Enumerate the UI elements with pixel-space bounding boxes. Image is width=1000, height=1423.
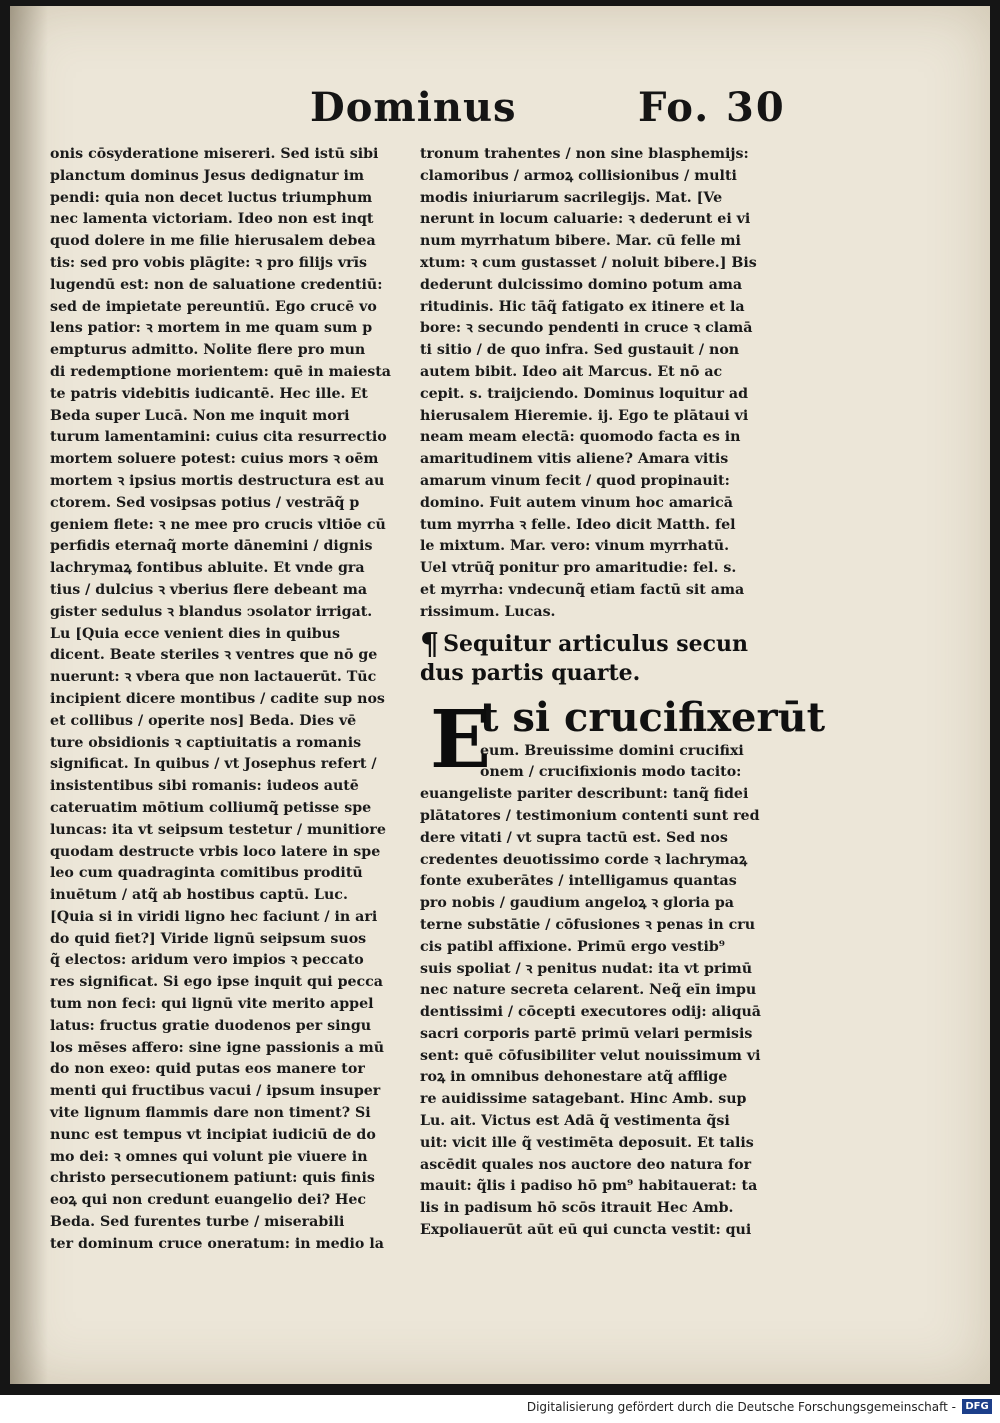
text-line: fonte exuberātes / intelligamus quantas <box>420 873 737 890</box>
text-line: lachrymaꝝ fontibus abluite. Et vnde gra <box>50 560 365 577</box>
page-header <box>10 84 990 144</box>
text-line: incipient dicere montibus / cadite sup nos <box>50 690 385 707</box>
opening-large-line: t si crucifixerūt <box>480 693 826 741</box>
text-line: tum myrrha ꝛ felle. Ideo dicit Matth. fel <box>420 516 736 533</box>
text-line: lugendū est: non de saluatione credentiū: <box>50 276 383 293</box>
text-line: menti qui fructibus vacui / ipsum insuper <box>50 1083 381 1100</box>
text-line: eum. Breuissime domini crucifixi <box>480 742 744 759</box>
text-line: quodam destructe vrbis loco latere in spe <box>50 843 381 860</box>
text-line: los mēses affero: sine igne passionis a mū <box>50 1039 385 1056</box>
text-line: Lu [Quia ecce venient dies in quibus <box>50 625 340 642</box>
right-column-bottom-text <box>420 741 776 1242</box>
running-title: Dominus <box>310 84 517 131</box>
section-heading-line <box>420 626 776 662</box>
text-line: xtum: ꝛ cum gustasset / noluit bibere.] Bis <box>420 254 757 271</box>
text-line: num myrrhatum bibere. Mar. cū felle mi <box>420 233 741 250</box>
text-line: dentissimi / cōcepti executores odij: aliquā <box>420 1004 761 1021</box>
text-line: nec lamenta victoriam. Ideo non est inqt <box>50 211 374 228</box>
text-line: planctum dominus Jesus dedignatur im <box>50 167 364 184</box>
text-line: dicent. Beate steriles ꝛ ventres que nō ge <box>50 647 378 664</box>
text-line: nunc est tempus vt incipiat iudiciū de do <box>50 1126 376 1143</box>
text-line: significat. In quibus / vt Josephus refert / <box>50 756 377 773</box>
text-line: nuerunt: ꝛ vbera que non lactauerūt. Tūc <box>50 669 377 686</box>
text-line: christo persecutionem patiunt: quis finis <box>50 1170 375 1187</box>
text-line: do quid fiet?] Viride lignū seipsum suos <box>50 930 367 947</box>
text-line: mortem soluere potest: cuius mors ꝛ oēm <box>50 451 379 468</box>
text-line: Beda super Lucā. Non me inquit mori <box>50 407 350 424</box>
right-column-top-text <box>420 144 776 624</box>
text-line: le mixtum. Mar. vero: vinum myrrhatū. <box>420 538 730 555</box>
text-line: sent: quē cōfusibiliter velut nouissimum vi <box>420 1047 761 1064</box>
text-line: Uel vtrūq̃ ponitur pro amaritudie: fel. s. <box>420 560 737 577</box>
text-line: perfidis eternaq̃ morte dānemini / dignis <box>50 538 373 555</box>
text-line: quod dolere in me filie hierusalem debea <box>50 233 376 250</box>
text-line: tum non feci: qui lignū vite merito appel <box>50 996 374 1013</box>
text-line: q̃ electos: aridum vero impios ꝛ peccato <box>50 952 364 969</box>
text-line: ti sitio / de quo infra. Sed gustauit / non <box>420 342 740 359</box>
text-line: onem / crucifixionis modo tacito: <box>480 764 742 781</box>
text-line: di redemptione morientem: quē in maiesta <box>50 363 391 380</box>
text-line: lis in padisum hō scōs itrauit Hec Amb. <box>420 1200 734 1217</box>
text-line: domino. Fuit autem vinum hoc amaricā <box>420 494 733 511</box>
text-line: neam meam electā: quomodo facta es in <box>420 429 741 446</box>
text-line: cateruatim mōtium colliumq̃ petisse spe <box>50 799 372 816</box>
text-line: modis iniuriarum sacrilegijs. Mat. [Ve <box>420 189 723 206</box>
text-line: nec nature secreta celarent. Neq̃ eīn impu <box>420 982 757 999</box>
text-line: et myrrha: vndecunq̃ etiam factū sit ama <box>420 581 745 598</box>
text-line: geniem flete: ꝛ ne mee pro crucis vltiōe cū <box>50 516 386 533</box>
text-line: terne substātie / cōfusiones ꝛ penas in cru <box>420 916 756 933</box>
digitization-footer <box>0 1396 1000 1423</box>
text-line: ter dominum cruce oneratum: in medio la <box>50 1235 384 1252</box>
text-line: turum lamentamini: cuius cita resurrectio <box>50 429 387 446</box>
text-line: insistentibus sibi romanis: iudeos autē <box>50 778 359 795</box>
text-line: Expoliauerūt aūt eū qui cuncta vestit: qui <box>420 1222 752 1239</box>
section-heading-text-1: Sequitur articulus secun <box>443 630 749 657</box>
text-line: pro nobis / gaudium angeloꝝ ꝛ gloria pa <box>420 895 734 912</box>
text-line: ctorem. Sed vosipsas potius / vestrāq̃ p <box>50 494 360 511</box>
folio-number: Fo. 30 <box>638 84 786 131</box>
text-line: autem bibit. Ideo ait Marcus. Et nō ac <box>420 363 723 380</box>
text-line: euangeliste pariter describunt: tanq̃ fidei <box>420 786 749 803</box>
text-line: onis cōsyderatione misereri. Sed istū sibi <box>50 146 379 162</box>
text-line: uit: vicit ille q̃ vestimēta deposuit. Et talis <box>420 1134 754 1151</box>
text-line: tronum trahentes / non sine blasphemijs: <box>420 146 749 162</box>
initial-paragraph <box>420 691 826 1242</box>
text-line: Lu. ait. Victus est Adā q̃ vestimenta q̃si <box>420 1113 730 1130</box>
text-line: pendi: quia non decet luctus triumphum <box>50 189 373 206</box>
text-line: lens patior: ꝛ mortem in me quam sum p <box>50 320 373 337</box>
footer-credit: Digitalisierung gefördert durch die Deutsche Forschungsgemeinschaft - <box>526 1400 956 1414</box>
dfg-logo-icon: DFG <box>962 1399 992 1414</box>
text-line: nerunt in locum caluarie: ꝛ dederunt ei vi <box>420 211 751 228</box>
section-heading <box>420 626 776 687</box>
text-line: luncas: ita vt seipsum testetur / munitiore <box>50 821 386 838</box>
text-line: ture obsidionis ꝛ captiuitatis a romanis <box>50 734 362 751</box>
text-line: plātatores / testimonium contenti sunt red <box>420 807 760 824</box>
text-line: clamoribus / armoꝝ collisionibus / multi <box>420 167 737 184</box>
text-line: Beda. Sed furentes turbe / miserabili <box>50 1214 345 1231</box>
text-line: hierusalem Hieremie. ij. Ego te plātaui vi <box>420 407 749 424</box>
text-line: gister sedulus ꝛ blandus ↄsolator irrigat. <box>50 603 373 620</box>
text-line: cepit. s. traijciendo. Dominus loquitur ad <box>420 385 748 402</box>
right-text-column <box>420 144 826 1242</box>
text-line: amaritudinem vitis aliene? Amara vitis <box>420 451 729 468</box>
text-line: suis spoliat / ꝛ penitus nudat: ita vt primū <box>420 960 753 977</box>
text-line: mo dei: ꝛ omnes qui volunt pie viuere in <box>50 1148 368 1165</box>
text-line: dere vitati / vt supra tactū est. Sed nos <box>420 829 728 846</box>
text-line: dederunt dulcissimo domino potum ama <box>420 276 743 293</box>
text-line: do non exeo: quid putas eos manere tor <box>50 1061 365 1078</box>
text-line: sed de impietate pereuntiū. Ego crucē vo <box>50 298 377 315</box>
text-line: res significat. Si ego ipse inquit qui pecca <box>50 974 383 991</box>
left-text-column <box>50 144 406 1256</box>
book-page <box>10 6 990 1384</box>
section-heading-text-2: dus partis quarte. <box>420 659 641 686</box>
text-line: mauit: q̃lis i padiso hō pm⁹ habitauerat: ta <box>420 1178 758 1195</box>
text-line: bore: ꝛ secundo pendenti in cruce ꝛ clamā <box>420 320 753 337</box>
text-line: rissimum. Lucas. <box>420 603 556 620</box>
text-line: roꝝ in omnibus dehonestare atq̃ afflige <box>420 1069 728 1086</box>
text-line: re auidissime satagebant. Hinc Amb. sup <box>420 1091 747 1108</box>
text-line: tius / dulcius ꝛ vberius flere debeant ma <box>50 581 368 598</box>
pilcrow-mark: ¶ <box>420 626 440 662</box>
gutter-shadow <box>10 6 48 1384</box>
text-line: [Quia si in viridi ligno hec faciunt / in ari <box>50 908 378 925</box>
text-line: latus: fructus gratie duodenos per singu <box>50 1017 372 1034</box>
text-line: sacri corporis partē primū velari permisis <box>420 1025 753 1042</box>
text-line: vite lignum flammis dare non timent? Si <box>50 1105 371 1122</box>
text-line: te patris videbitis iudicantē. Hec ille. Et <box>50 385 368 402</box>
text-line: leo cum quadraginta comitibus proditū <box>50 865 363 882</box>
text-line: empturus admitto. Nolite flere pro mun <box>50 342 366 359</box>
text-line: mortem ꝛ ipsius mortis destructura est au <box>50 472 385 489</box>
text-line: eoꝝ qui non credunt euangelio dei? Hec <box>50 1192 367 1209</box>
text-line: ascēdit quales nos auctore deo natura for <box>420 1156 752 1173</box>
text-line: et collibus / operite nos] Beda. Dies vē <box>50 712 357 729</box>
text-line: amarum vinum fecit / quod propinauit: <box>420 472 730 489</box>
text-line: tis: sed pro vobis plāgite: ꝛ pro filijs vrīs <box>50 254 368 271</box>
drop-initial: E <box>430 691 491 786</box>
text-line: ritudinis. Hic tāq̃ fatigato ex itinere et la <box>420 298 745 315</box>
text-line: cis patibl affixione. Primū ergo vestib⁹ <box>420 938 725 955</box>
text-line: credentes deuotissimo corde ꝛ lachrymaꝝ <box>420 851 748 868</box>
text-line: inuētum / atq̃ ab hostibus captū. Luc. <box>50 887 348 904</box>
